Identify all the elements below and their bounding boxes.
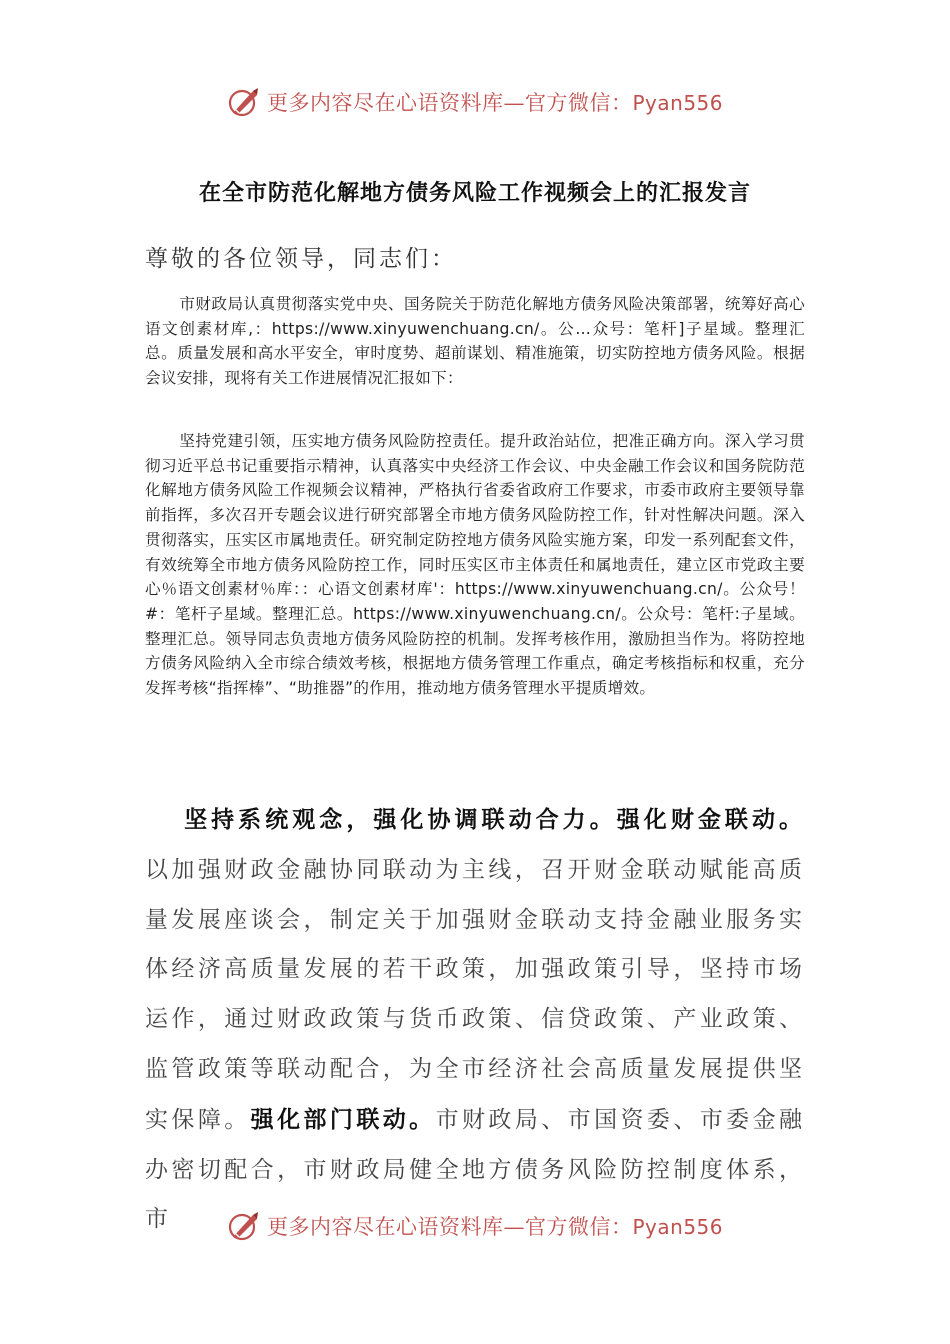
header-banner <box>0 82 950 122</box>
wechat-id: Pyan556 <box>632 91 723 115</box>
wechat-id: Pyan556 <box>632 1215 723 1239</box>
document-title: 在全市防范化解地方债务风险工作视频会上的汇报发言 <box>198 181 751 206</box>
paragraph-text: 以加强财政金融协同联动为主线，召开财金联动赋能高质量发展座谈会，制定关于加强财金联动支持金融业服务实体经济高质量发展的若干政策，加强政策引导，坚持市场运作，通过财政政策与货币政策、信贷政策、产业政策、监管政策等联动配合，为全市经济社会高质量发展提供坚实 <box>145 856 805 1133</box>
paragraph-party-building: 坚持党建引领，压实地方债务风险防控责任。提升政治站位，把准正确方向。深入学习贯彻习近平总书记重要指示精神，认真落实中央经济工作会议、中央金融工作会议和国务院防范化解地方债务风险工作视频会议精神，严格执行省委省政府工作要求，市委市政府主要领导靠前指挥，多次召开专题会议进行研究部署全市地方债务风险防控工作，针对性解决问题。深入贯彻落实，压实区市属地责任。研究制定防控地方债务风险实施方案，印发一系列配套文件，有效统筹全市地方债务风险防控工作，同时压实区市主体责任和属地责任，建立区市党政主要心％语文创素材％库：：心语文创素材库'：https://www.xinyuwenchuang.cn/。公众号！#：笔杆子星域。整理汇总。https://www.xinyuwenchuang.cn/。公众号：笔杆:子星域。整理汇总。领导同志负责地方债务风险防控的机制。发挥考核作用，激励担当作为。将防控地方债务风险纳入全市综合绩效考核，根据地方债务管理工作重点，确定考核指标和权重，充分发挥考核“指挥棒”、“助推器”的作用，推动地方债务管理水平提质增效。 <box>145 432 805 698</box>
paragraph-system-concept <box>145 795 805 1245</box>
paragraph-intro: 市财政局认真贯彻落实党中央、国务院关于防范化解地方债务风险决策部署，统筹好高心语文创素材库,：https://www.xinyuwenchuang.cn/。公…众号：笔杆]子星域。整理汇总。质量发展和高水平安全，审时度势、超前谋划、精准施策，切实防控地方债务风险。根据会议安排，现将有关工作进展情况汇报如下： <box>145 295 805 388</box>
pen-logo-icon <box>227 85 261 119</box>
paragraph-subheading: 强化部门联动。 <box>250 1105 436 1133</box>
greeting: 尊敬的各位领导，同志们： <box>145 246 457 272</box>
paragraph-text-end: 保障。 <box>171 1106 251 1133</box>
banner-text: 更多内容尽在心语资料库—官方微信：Pyan556 <box>266 1215 723 1239</box>
paragraph-text-2: 市财政局、市国资委、市委金融办密切配合，市财政局健全地方债务风险防控制度体系，市 <box>145 1106 806 1233</box>
footer-banner <box>0 1206 950 1246</box>
paragraph-heading: 坚持系统观念，强化协调联动合力。强化财金联动。 <box>184 806 805 833</box>
pen-logo-icon <box>227 1209 261 1243</box>
banner-text: 更多内容尽在心语资料库—官方微信：Pyan556 <box>266 91 723 115</box>
